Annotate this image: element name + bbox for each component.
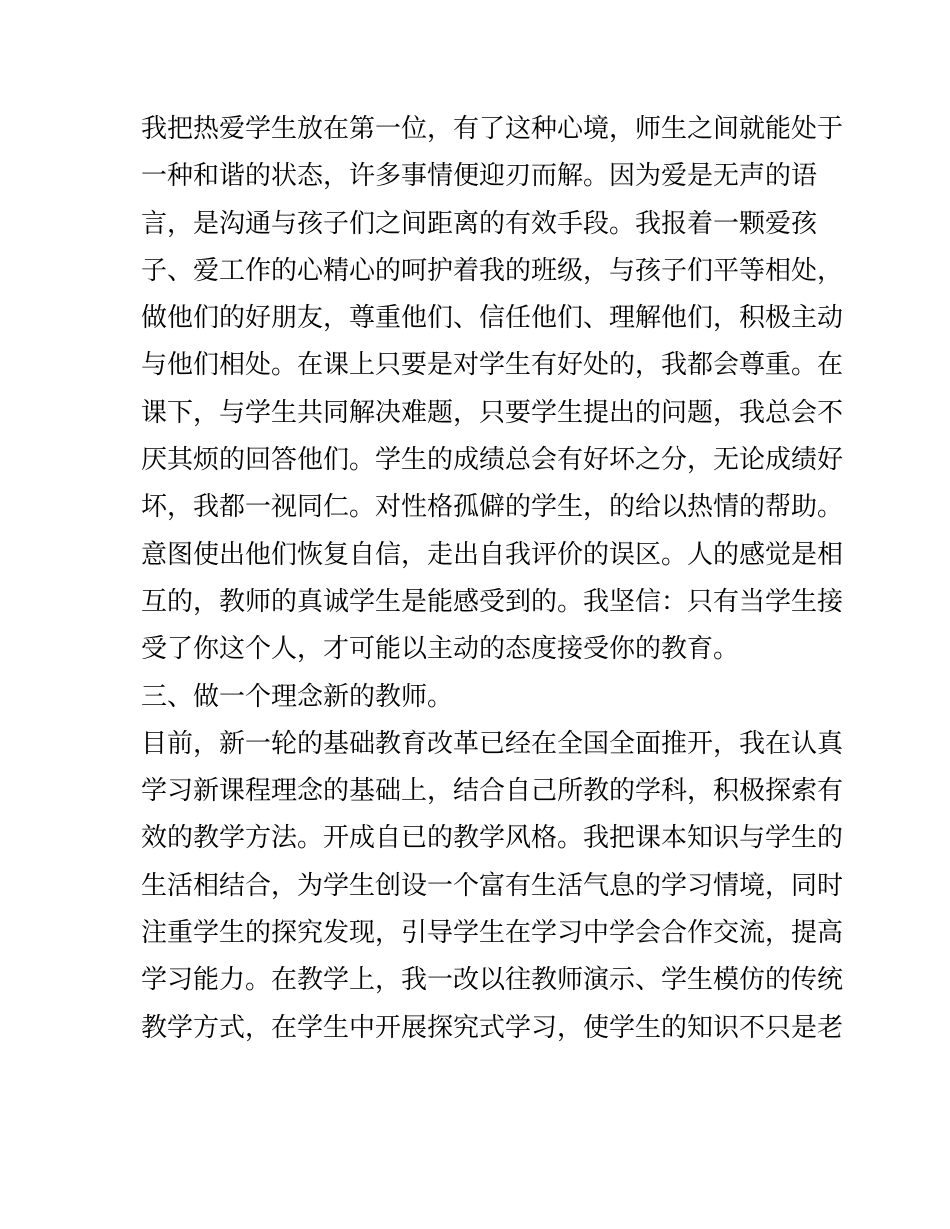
- text-line: 学习新课程理念的基础上，结合自己所教的学科，积极探索有: [141, 776, 844, 807]
- text-line: 意图使出他们恢复自信，走出自我评价的误区。人的感觉是相: [141, 539, 844, 570]
- text-line: 厌其烦的回答他们。学生的成绩总会有好坏之分，无论成绩好: [141, 445, 844, 476]
- text-line: 坏，我都一视同仁。对性格孤僻的学生，的给以热情的帮助。: [141, 492, 844, 523]
- text-line: 效的教学方法。开成自已的教学风格。我把课本知识与学生的: [141, 823, 844, 854]
- text-line: 与他们相处。在课上只要是对学生有好处的，我都会尊重。在: [141, 350, 844, 381]
- text-line: 生活相结合，为学生创设一个富有生活气息的学习情境，同时: [141, 870, 844, 901]
- section-heading: 三、做一个理念新的教师。: [141, 681, 454, 712]
- text-line: 受了你这个人，才可能以主动的态度接受你的教育。: [141, 634, 740, 665]
- body-text: [141, 106, 844, 1052]
- text-line: 子、爱工作的心精心的呵护着我的班级，与孩子们平等相处，: [141, 255, 844, 286]
- text-line: 课下，与学生共同解决难题，只要学生提出的问题，我总会不: [141, 397, 844, 428]
- text-line: 我把热爱学生放在第一位，有了这种心境，师生之间就能处于: [141, 114, 844, 144]
- text-line: 做他们的好朋友，尊重他们、信任他们、理解他们，积极主动: [141, 303, 844, 334]
- text-line: 言，是沟通与孩子们之间距离的有效手段。我报着一颗爱孩: [141, 208, 818, 239]
- text-line: 互的，教师的真诚学生是能感受到的。我坚信：只有当学生接: [141, 586, 844, 617]
- text-line: 注重学生的探究发现，引导学生在学习中学会合作交流，提高: [141, 918, 844, 949]
- text-line: 学习能力。在教学上，我一改以往教师演示、学生模仿的传统: [141, 965, 844, 996]
- text-line: 目前，新一轮的基础教育改革已经在全国全面推开，我在认真: [141, 728, 844, 759]
- text-line: 教学方式，在学生中开展探究式学习，使学生的知识不只是老: [141, 1012, 844, 1043]
- text-line: 一种和谐的状态，许多事情便迎刃而解。因为爱是无声的语: [141, 161, 818, 192]
